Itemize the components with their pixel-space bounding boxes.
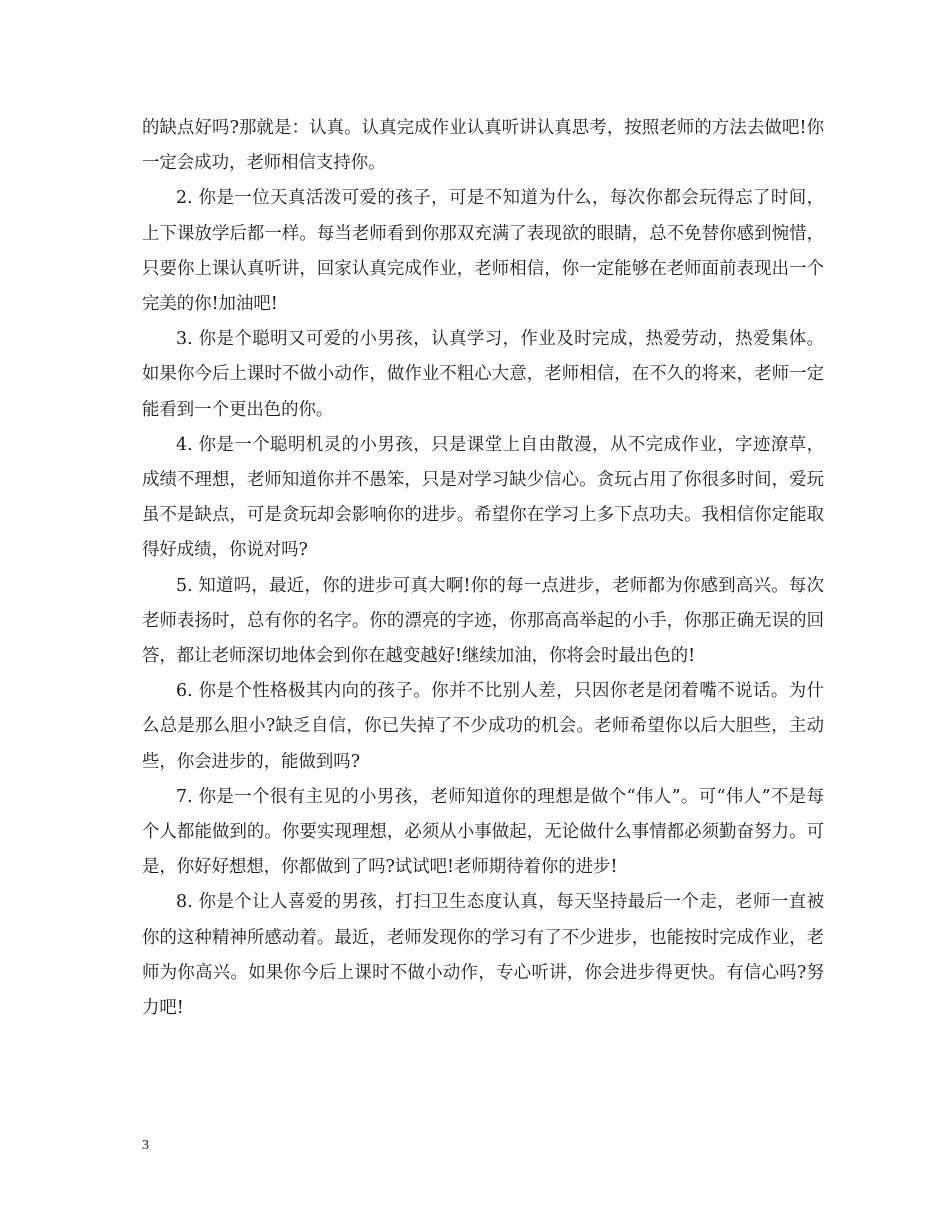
paragraph-item-3: 3. 你是个聪明又可爱的小男孩，认真学习，作业及时完成，热爱劳动，热爱集体。如果你今后上课时不做小动作，做作业不粗心大意，老师相信，在不久的将来，老师一定能看到一个更出色的你。 (142, 329, 824, 420)
document-body (142, 111, 824, 1026)
paragraph-item-2: 2. 你是一位天真活泼可爱的孩子，可是不知道为什么，每次你都会玩得忘了时间，上下课放学后都一样。每当老师看到你那双充满了表现欲的眼睛，总不免替你感到惋惜，只要你上课认真听讲，回家认真完成作业，老师相信，你一定能够在老师面前表现出一个完美的你!加油吧! (142, 188, 824, 315)
paragraph-item-5: 5. 知道吗，最近，你的进步可真大啊!你的每一点进步，老师都为你感到高兴。每次老师表扬时，总有你的名字。你的漂亮的字迹，你那高高举起的小手，你那正确无误的回答，都让老师深切地体会到你在越变越好!继续加油，你将会时最出色的! (142, 575, 824, 667)
paragraph-item-6: 6. 你是个性格极其内向的孩子。你并不比别人差，只因你老是闭着嘴不说话。为什么总是那么胆小?缺乏自信，你已失掉了不少成功的机会。老师希望你以后大胆些，主动些，你会进步的，能做到吗? (142, 681, 824, 772)
page-number: 3 (142, 1138, 149, 1153)
paragraph-item-8: 8. 你是个让人喜爱的男孩，打扫卫生态度认真，每天坚持最后一个走，老师一直被你的这种精神所感动着。最近，老师发现你的学习有了不少进步，也能按时完成作业，老师为你高兴。如果你今后上课时不做小动作，专心听讲，你会进步得更快。有信心吗?努力吧! (142, 892, 824, 1019)
paragraph-item-4: 4. 你是一个聪明机灵的小男孩，只是课堂上自由散漫，从不完成作业，字迹潦草，成绩不理想，老师知道你并不愚笨，只是对学习缺少信心。贪玩占用了你很多时间，爱玩虽不是缺点，可是贪玩却会影响你的进步。希望你在学习上多下点功夫。我相信你定能取得好成绩，你说对吗? (142, 434, 824, 561)
paragraph-item-7: 7. 你是一个很有主见的小男孩，老师知道你的理想是做个“伟人”。可“伟人”不是每个人都能做到的。你要实现理想，必须从小事做起，无论做什么事情都必须勤奋努力。可是，你好好想想，你都做到了吗?试试吧!老师期待着你的进步! (142, 786, 824, 878)
paragraph-continuation: 的缺点好吗?那就是：认真。认真完成作业认真听讲认真思考，按照老师的方法去做吧!你一定会成功，老师相信支持你。 (142, 118, 824, 174)
